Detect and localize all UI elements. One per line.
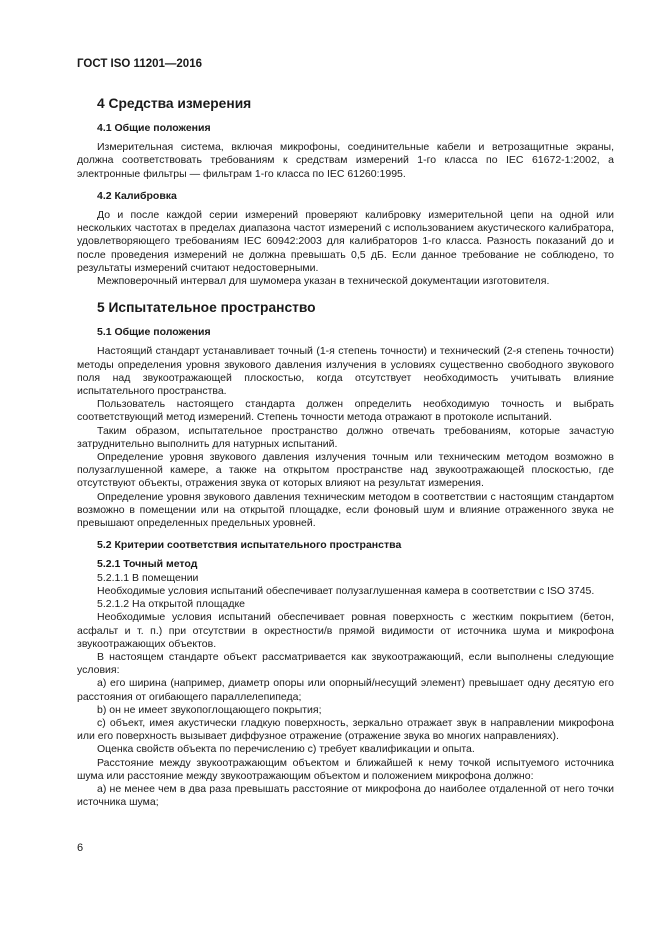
section-5-1-title: 5.1 Общие положения bbox=[97, 326, 211, 339]
list-item: а) не менее чем в два раза превышать расстояние от микрофона до наиболее отдаленной от него точки источника шума; bbox=[77, 782, 614, 809]
paragraph: Пользователь настоящего стандарта должен определить необходимую точность и выбрать соответствующий метод измерений. Степень точности метода отражают в протоколе испытаний. bbox=[77, 398, 614, 424]
paragraph: Необходимые условия испытаний обеспечивает ровная поверхность с жестким покрытием (бетон, асфальт и т. п.) при отсутствии в окрестности/в прямой видимости от источника шума и микрофона звукоотражающих объектов. bbox=[77, 611, 614, 650]
section-4-1-title: 4.1 Общие положения bbox=[97, 122, 211, 134]
paragraph: Расстояние между звукоотражающим объектом и ближайшей к нему точкой испытуемого источника шума или расстояние между звукоотражающим объектом и положением микрофона должно: bbox=[77, 756, 614, 782]
list-item: а) его ширина (например, диаметр опоры или опорный/несущий элемент) превышает одну десятую его расстояния от огибающего параллелепипеда; bbox=[77, 677, 614, 703]
paragraph: Настоящий стандарт устанавливает точный (1-я степень точности) и технический (2-я степень точности) методы определения уровня звукового давления излучения в условиях существенно свободного звукового поля над звукоотражающей плоскостью, когда отсутствует необходимость учитывать влияние испытательного пространства. bbox=[77, 345, 614, 398]
list-item: b) он не имеет звукопоглощающего покрытия; bbox=[97, 703, 322, 716]
paragraph: Измерительная система, включая микрофоны, соединительные кабели и ветрозащитные экраны, должна соответствовать требованиям к средствам измерений 1-го класса по IEC 61672-1:2002, а электронные фильтры — фильтрам 1-го класса по IEC 61260:1995. bbox=[77, 141, 614, 180]
paragraph: Определение уровня звукового давления техническим методом в соответствии с настоящим стандартом возможно в помещении или на открытой площадке, если фоновый шум и влияние отраженного звука не превышают определенных предельных уровней. bbox=[77, 490, 614, 530]
document-body bbox=[77, 84, 614, 809]
section-4-2-title: 4.2 Калибровка bbox=[97, 189, 177, 202]
section-4-title: 4 Средства измерения bbox=[97, 96, 252, 111]
subsection-5-2-1-2-title: 5.2.1.2 На открытой площадке bbox=[97, 598, 246, 611]
page-number: 6 bbox=[77, 842, 84, 854]
section-5-2-title: 5.2 Критерии соответствия испытательного пространства bbox=[97, 539, 402, 552]
paragraph: Оценка свойств объекта по перечислению с) требует квалификации и опыта. bbox=[97, 743, 475, 756]
section-5-2-1-title: 5.2.1 Точный метод bbox=[97, 558, 198, 571]
paragraph: Определение уровня звукового давления излучения точным или техническим методом возможно в полузаглушенной камере, а также на открытом пространстве над звукоотражающей плоскостью, где отсутствуют объекты, отражения звука от которых влияют на результат измерения. bbox=[77, 451, 614, 490]
paragraph: Таким образом, испытательное пространство должно отвечать требованиям, которые зачастую затруднительно выполнить для натурных испытаний. bbox=[77, 424, 614, 450]
paragraph: В настоящем стандарте объект рассматривается как звукоотражающий, если выполнены следующие условия: bbox=[77, 650, 614, 677]
paragraph: Необходимые условия испытаний обеспечивает полузаглушенная камера в соответствии с ISO 3745. bbox=[97, 584, 595, 597]
paragraph: Межповерочный интервал для шумомера указан в технической документации изготовителя. bbox=[97, 275, 550, 288]
paragraph: До и после каждой серии измерений проверяют калибровку измерительной цепи на одной или нескольких частотах в пределах диапазона частот измерений с использованием акустического калибратора, удовлетворяющего требованиям IEC 60942:2003 для калибраторов 1-го класса. Разность показаний до и после проведения измерений не должна превышать 0,5 дБ. Если данное требование не соблюдено, то результаты измерений считают недостоверными. bbox=[77, 209, 614, 274]
document-header: ГОСТ ISO 11201—2016 bbox=[77, 58, 202, 70]
subsection-5-2-1-1-title: 5.2.1.1 В помещении bbox=[97, 571, 199, 584]
section-5-title: 5 Испытательное пространство bbox=[97, 300, 316, 316]
list-item: с) объект, имея акустически гладкую поверхность, зеркально отражает звук в направлении микрофона или его поверхность вызывает диффузное отражение (отражение звука во многих направлениях). bbox=[77, 716, 614, 743]
